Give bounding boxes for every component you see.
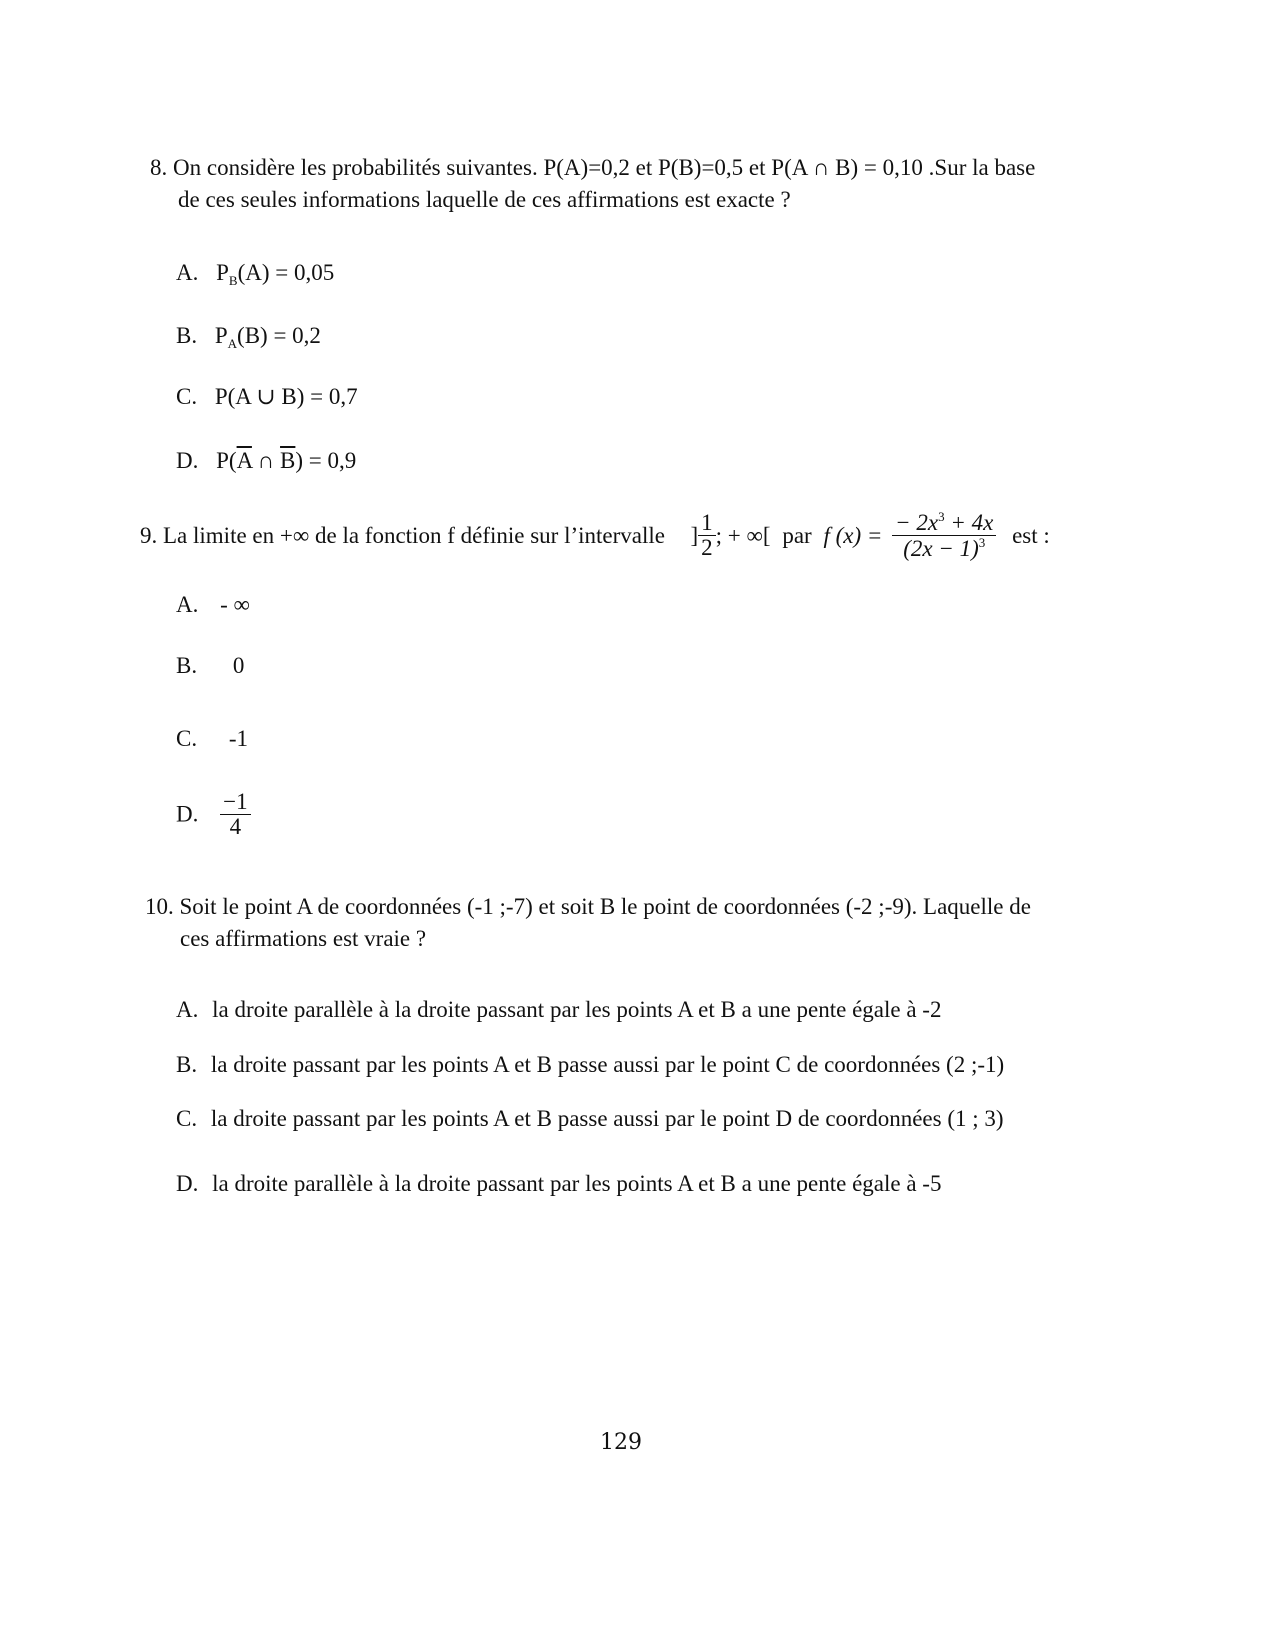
q10-option-c-text: la droite passant par les points A et B passe aussi par le point D de coordonnées (1 ; 3)	[210, 1106, 1004, 1131]
q8-option-d-post: ) = 0,9	[295, 448, 357, 473]
q9-option-d-letter: D.	[176, 801, 199, 827]
q9-option-b	[176, 653, 244, 679]
q8-intro: 8. On considère les probabilités suivantes. P(A)=0,2 et P(B)=0,5 et	[150, 155, 772, 180]
q9-option-a-text: - ∞	[220, 592, 250, 617]
q9-par: par	[782, 523, 812, 549]
q8-line2: de ces seules informations laquelle de ces affirmations est exacte ?	[178, 187, 791, 212]
q8-option-d	[176, 448, 356, 474]
q10-option-a-text: la droite parallèle à la droite passant par les points A et B a une pente égale à -2	[212, 997, 942, 1022]
q9-option-d-fraction	[220, 790, 250, 839]
q8-option-d-pre: P(	[216, 448, 237, 473]
q8-option-a-letter: A.	[176, 260, 199, 285]
q10-option-b-text: la droite passant par les points A et B passe aussi par le point C de coordonnées (2 ;-1)	[210, 1052, 1005, 1077]
q9-num-a: − 2x	[895, 510, 939, 535]
q8-option-d-letter: D.	[176, 448, 199, 473]
q9-bracket: ]	[690, 523, 699, 549]
q9-option-b-letter: B.	[176, 653, 198, 678]
q8-option-b-p: P	[214, 323, 228, 348]
q9-fx: f (x) =	[823, 523, 883, 549]
q9-option-a-letter: A.	[176, 592, 199, 617]
q9-option-c	[176, 726, 248, 752]
q9-num-exp: 3	[938, 509, 945, 524]
q9-option-a	[176, 592, 250, 618]
q9-intro: 9. La limite en +∞ de la fonction f définie sur l’intervalle	[140, 523, 665, 549]
q10-option-b	[176, 1052, 1004, 1078]
q9-half-den: 2	[701, 535, 713, 561]
q9-interval-tail: ; + ∞[	[715, 523, 771, 549]
q9-half-fraction	[698, 511, 716, 560]
q8-option-c-text: P(A ∪ B) = 0,7	[214, 384, 358, 409]
q10-option-d	[176, 1171, 941, 1197]
q8-option-d-b-bar: $\overline{B}$	[280, 448, 296, 473]
q9-function-fraction	[892, 510, 996, 561]
q10-option-c	[176, 1106, 1004, 1132]
q9-option-d	[176, 790, 251, 839]
q9-function-denominator	[892, 536, 996, 561]
q10-line2: ces affirmations est vraie ?	[180, 926, 427, 951]
q9-line	[140, 510, 1050, 561]
q8-option-b-rest: (B) = 0,2	[237, 323, 321, 348]
q9-option-d-num: −1	[220, 790, 250, 815]
q9-est: est :	[1012, 523, 1050, 549]
q10-option-c-letter: C.	[176, 1106, 198, 1131]
q8-option-b-sub: A	[227, 336, 238, 351]
q9-den-a: (2x − 1)	[903, 536, 979, 562]
q9-option-c-text: -1	[228, 726, 249, 751]
q9-function-numerator	[892, 510, 996, 536]
q8-intersection-expr: P(A ∩ B) = 0,10	[771, 155, 923, 180]
q9-option-c-letter: C.	[176, 726, 198, 751]
q9-den-exp: 3	[978, 535, 986, 551]
q8-option-b-letter: B.	[176, 323, 198, 348]
q8-option-d-a-bar: $\overline{A}$	[236, 448, 252, 473]
q10-option-a-letter: A.	[176, 997, 199, 1022]
q9-option-b-text: 0	[232, 653, 245, 678]
q8-tail: .Sur la base	[922, 155, 1036, 180]
q10-option-d-text: la droite parallèle à la droite passant par les points A et B a une pente égale à -5	[212, 1171, 942, 1196]
q10-option-a	[176, 997, 941, 1023]
q8-option-d-mid: ∩	[251, 448, 281, 473]
q10-option-d-letter: D.	[176, 1171, 199, 1196]
q10-line1: 10. Soit le point A de coordonnées (-1 ;-7) et soit B le point de coordonnées (-2 ;-9). Laquelle de	[145, 894, 1031, 919]
q8-option-c	[176, 384, 358, 410]
q8-option-a-sub: B	[228, 273, 238, 288]
q9-half-num: 1	[698, 511, 716, 536]
q8-option-a-rest: (A) = 0,05	[237, 260, 335, 285]
q10-option-b-letter: B.	[176, 1052, 198, 1077]
q8-option-c-letter: C.	[176, 384, 198, 409]
q9-option-d-den: 4	[229, 814, 242, 840]
q8-option-a-p: P	[216, 260, 229, 285]
q9-num-b: + 4x	[944, 510, 994, 535]
q8-option-b	[176, 323, 321, 352]
q8-option-a	[176, 260, 334, 289]
q8-line1	[150, 155, 1035, 181]
page-number: 129	[600, 1430, 642, 1455]
